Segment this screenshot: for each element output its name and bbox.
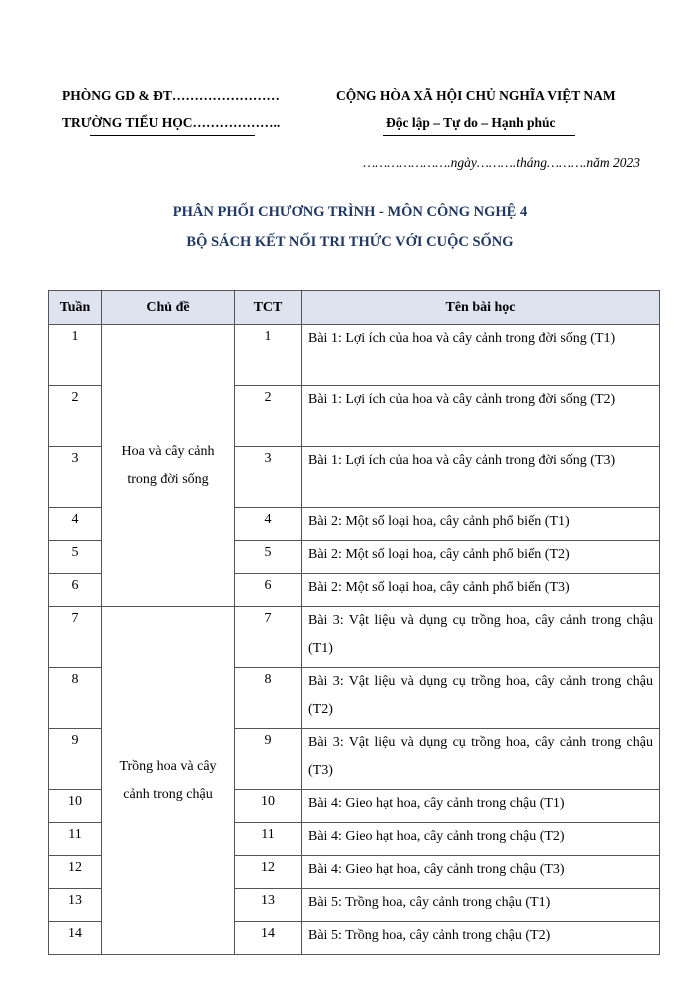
page-subtitle: BỘ SÁCH KẾT NỐI TRI THỨC VỚI CUỘC SỐNG bbox=[186, 234, 514, 250]
country-label: CỘNG HÒA XÃ HỘI CHỦ NGHĨA VIỆT NAM bbox=[336, 88, 616, 103]
page-title: PHÂN PHỐI CHƯƠNG TRÌNH - MÔN CÔNG NGHỆ 4 bbox=[172, 204, 528, 220]
week-cell: 10 bbox=[49, 790, 102, 823]
lesson-cell: Bài 1: Lợi ích của hoa và cây cảnh trong đời sống (T2) bbox=[302, 386, 660, 447]
week-cell: 11 bbox=[49, 823, 102, 856]
lesson-cell: Bài 4: Gieo hạt hoa, cây cảnh trong chậu (T3) bbox=[302, 856, 660, 889]
tct-cell: 5 bbox=[235, 541, 302, 574]
lesson-cell: Bài 3: Vật liệu và dụng cụ trồng hoa, cây cảnh trong chậu (T1) bbox=[302, 607, 660, 668]
tct-cell: 12 bbox=[235, 856, 302, 889]
tct-cell: 8 bbox=[235, 668, 302, 729]
lesson-cell: Bài 3: Vật liệu và dụng cụ trồng hoa, cây cảnh trong chậu (T3) bbox=[302, 729, 660, 790]
week-cell: 7 bbox=[49, 607, 102, 668]
tct-cell: 2 bbox=[235, 386, 302, 447]
week-cell: 2 bbox=[49, 386, 102, 447]
school-underline bbox=[90, 135, 255, 136]
lesson-cell: Bài 1: Lợi ích của hoa và cây cảnh trong đời sống (T3) bbox=[302, 447, 660, 508]
header-week: Tuần bbox=[49, 291, 102, 325]
tct-cell: 10 bbox=[235, 790, 302, 823]
lesson-cell: Bài 4: Gieo hạt hoa, cây cảnh trong chậu (T1) bbox=[302, 790, 660, 823]
lesson-cell: Bài 2: Một số loại hoa, cây cảnh phổ biến (T1) bbox=[302, 508, 660, 541]
header-lesson: Tên bài học bbox=[302, 291, 660, 325]
motto-label: Độc lập – Tự do – Hạnh phúc bbox=[386, 115, 556, 130]
week-cell: 8 bbox=[49, 668, 102, 729]
lesson-cell: Bài 2: Một số loại hoa, cây cảnh phổ biến (T3) bbox=[302, 574, 660, 607]
date-line: ………………….ngày……….tháng……….năm 2023 bbox=[363, 155, 640, 170]
tct-cell: 11 bbox=[235, 823, 302, 856]
tct-cell: 9 bbox=[235, 729, 302, 790]
tct-cell: 3 bbox=[235, 447, 302, 508]
curriculum-table bbox=[48, 290, 660, 955]
week-cell: 5 bbox=[49, 541, 102, 574]
school-label: TRƯỜNG TIỂU HỌC……………….. bbox=[62, 115, 281, 130]
tct-cell: 4 bbox=[235, 508, 302, 541]
topic-cell: Trồng hoa và cây cảnh trong chậu bbox=[102, 607, 235, 955]
week-cell: 12 bbox=[49, 856, 102, 889]
lesson-cell: Bài 5: Trồng hoa, cây cảnh trong chậu (T1) bbox=[302, 889, 660, 922]
week-cell: 9 bbox=[49, 729, 102, 790]
lesson-cell: Bài 2: Một số loại hoa, cây cảnh phổ biến (T2) bbox=[302, 541, 660, 574]
table-row bbox=[49, 607, 660, 668]
topic-cell: Hoa và cây cảnh trong đời sống bbox=[102, 325, 235, 607]
header-tct: TCT bbox=[235, 291, 302, 325]
week-cell: 6 bbox=[49, 574, 102, 607]
week-cell: 1 bbox=[49, 325, 102, 386]
tct-cell: 14 bbox=[235, 922, 302, 955]
header-topic: Chủ đề bbox=[102, 291, 235, 325]
lesson-cell: Bài 3: Vật liệu và dụng cụ trồng hoa, cây cảnh trong chậu (T2) bbox=[302, 668, 660, 729]
tct-cell: 7 bbox=[235, 607, 302, 668]
tct-cell: 13 bbox=[235, 889, 302, 922]
department-label: PHÒNG GD & ĐT…………………… bbox=[62, 88, 280, 103]
table-row bbox=[49, 325, 660, 386]
lesson-cell: Bài 4: Gieo hạt hoa, cây cảnh trong chậu (T2) bbox=[302, 823, 660, 856]
lesson-cell: Bài 1: Lợi ích của hoa và cây cảnh trong đời sống (T1) bbox=[302, 325, 660, 386]
week-cell: 14 bbox=[49, 922, 102, 955]
tct-cell: 1 bbox=[235, 325, 302, 386]
motto-underline bbox=[383, 135, 575, 136]
tct-cell: 6 bbox=[235, 574, 302, 607]
week-cell: 4 bbox=[49, 508, 102, 541]
week-cell: 13 bbox=[49, 889, 102, 922]
lesson-cell: Bài 5: Trồng hoa, cây cảnh trong chậu (T2) bbox=[302, 922, 660, 955]
week-cell: 3 bbox=[49, 447, 102, 508]
